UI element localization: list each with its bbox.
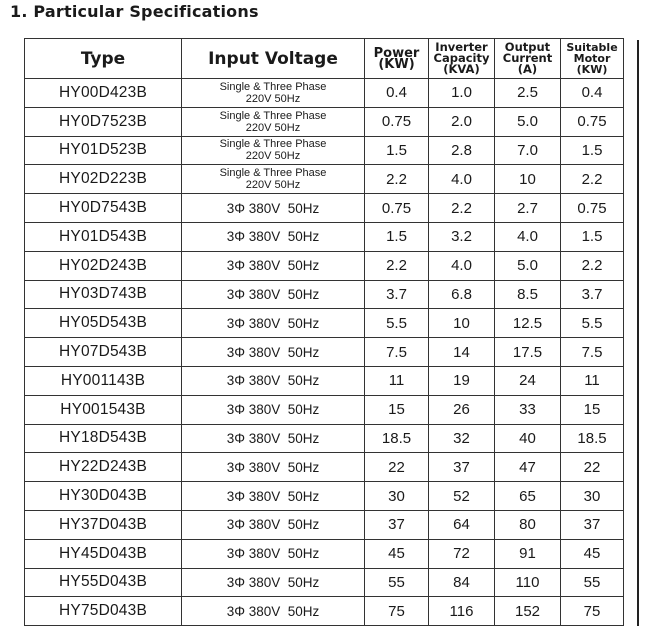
cell-power: 0.75 [365,194,429,223]
voltage-line: 3Φ 380V 50Hz [226,488,320,504]
voltage-line: 3Φ 380V 50Hz [226,315,320,331]
voltage-line: 3Φ 380V 50Hz [226,459,320,475]
cell-power: 18.5 [365,424,429,453]
cell-suitable-motor: 2.2 [561,165,624,194]
cell-type: HY30D043B [25,482,182,511]
voltage-line: 220V 50Hz [245,150,301,163]
page-edge-line [637,40,639,626]
cell-power: 2.2 [365,165,429,194]
voltage-line: 3Φ 380V 50Hz [226,200,320,216]
cell-output-current: 17.5 [495,338,561,367]
cell-output-current: 4.0 [495,222,561,251]
cell-output-current: 12.5 [495,309,561,338]
table-row [25,366,624,395]
cell-power: 1.5 [365,222,429,251]
cell-inverter-capacity: 52 [429,482,495,511]
header-type: Type [25,39,182,79]
header-current-line: (A) [517,62,538,76]
voltage-line: 3Φ 380V 50Hz [226,402,320,418]
cell-inverter-capacity: 19 [429,366,495,395]
voltage-line: 3Φ 380V 50Hz [226,286,320,302]
header-current-line: Current [502,51,553,65]
cell-input-voltage [182,107,365,136]
cell-output-current: 65 [495,482,561,511]
header-input-voltage: Input Voltage [182,39,365,79]
cell-type: HY00D423B [25,79,182,108]
cell-suitable-motor: 22 [561,453,624,482]
cell-type: HY55D043B [25,568,182,597]
header-row [25,39,624,79]
table-row [25,136,624,165]
cell-suitable-motor: 3.7 [561,280,624,309]
cell-output-current: 152 [495,597,561,626]
cell-inverter-capacity: 1.0 [429,79,495,108]
cell-suitable-motor: 0.75 [561,194,624,223]
voltage-line: 3Φ 380V 50Hz [226,258,320,274]
cell-type: HY22D243B [25,453,182,482]
voltage-line: 3Φ 380V 50Hz [226,430,320,446]
cell-input-voltage [182,539,365,568]
cell-type: HY18D543B [25,424,182,453]
cell-suitable-motor: 0.4 [561,79,624,108]
cell-type: HY01D523B [25,136,182,165]
cell-output-current: 10 [495,165,561,194]
header-power-line: Power [373,45,420,61]
specifications-table [24,38,624,626]
table-row [25,251,624,280]
cell-suitable-motor: 37 [561,510,624,539]
table-row [25,597,624,626]
table-row [25,309,624,338]
cell-power: 0.75 [365,107,429,136]
table-row [25,280,624,309]
cell-power: 7.5 [365,338,429,367]
cell-type: HY03D743B [25,280,182,309]
cell-input-voltage [182,482,365,511]
cell-type: HY01D543B [25,222,182,251]
cell-type: HY07D543B [25,338,182,367]
table-row [25,79,624,108]
cell-inverter-capacity: 10 [429,309,495,338]
cell-power: 15 [365,395,429,424]
cell-inverter-capacity: 64 [429,510,495,539]
cell-inverter-capacity: 14 [429,338,495,367]
cell-input-voltage [182,366,365,395]
header-capacity-line: Capacity [433,51,490,65]
cell-output-current: 2.5 [495,79,561,108]
table-row [25,165,624,194]
cell-input-voltage [182,453,365,482]
voltage-line: 220V 50Hz [245,92,301,105]
cell-input-voltage [182,136,365,165]
cell-input-voltage [182,568,365,597]
cell-inverter-capacity: 4.0 [429,251,495,280]
cell-power: 1.5 [365,136,429,165]
cell-type: HY02D243B [25,251,182,280]
cell-inverter-capacity: 26 [429,395,495,424]
header-power [365,39,429,79]
cell-power: 75 [365,597,429,626]
cell-power: 22 [365,453,429,482]
cell-output-current: 7.0 [495,136,561,165]
cell-inverter-capacity: 6.8 [429,280,495,309]
cell-input-voltage [182,222,365,251]
cell-inverter-capacity: 2.0 [429,107,495,136]
cell-output-current: 5.0 [495,107,561,136]
cell-input-voltage [182,338,365,367]
header-motor-line: Motor [573,52,611,65]
cell-type: HY001143B [25,366,182,395]
table-row [25,482,624,511]
cell-output-current: 2.7 [495,194,561,223]
table-body [25,79,624,626]
cell-power: 37 [365,510,429,539]
table-row [25,338,624,367]
cell-type: HY0D7543B [25,194,182,223]
voltage-line: Single & Three Phase [219,109,327,122]
table-row [25,568,624,597]
cell-type: HY02D223B [25,165,182,194]
table-row [25,194,624,223]
cell-suitable-motor: 7.5 [561,338,624,367]
cell-output-current: 24 [495,366,561,395]
cell-input-voltage [182,194,365,223]
cell-input-voltage [182,251,365,280]
voltage-line: Single & Three Phase [219,80,327,93]
cell-inverter-capacity: 2.2 [429,194,495,223]
cell-suitable-motor: 1.5 [561,136,624,165]
cell-output-current: 40 [495,424,561,453]
cell-inverter-capacity: 116 [429,597,495,626]
cell-input-voltage [182,597,365,626]
cell-suitable-motor: 1.5 [561,222,624,251]
cell-suitable-motor: 45 [561,539,624,568]
voltage-line: 3Φ 380V 50Hz [226,603,320,619]
cell-inverter-capacity: 3.2 [429,222,495,251]
cell-output-current: 80 [495,510,561,539]
cell-type: HY001543B [25,395,182,424]
cell-input-voltage [182,510,365,539]
cell-input-voltage [182,79,365,108]
cell-input-voltage [182,280,365,309]
cell-power: 5.5 [365,309,429,338]
cell-inverter-capacity: 4.0 [429,165,495,194]
cell-type: HY45D043B [25,539,182,568]
cell-suitable-motor: 18.5 [561,424,624,453]
cell-output-current: 5.0 [495,251,561,280]
cell-power: 3.7 [365,280,429,309]
cell-output-current: 91 [495,539,561,568]
cell-inverter-capacity: 32 [429,424,495,453]
cell-input-voltage [182,165,365,194]
cell-input-voltage [182,424,365,453]
voltage-line: 3Φ 380V 50Hz [226,373,320,389]
cell-suitable-motor: 55 [561,568,624,597]
cell-suitable-motor: 5.5 [561,309,624,338]
voltage-line: 3Φ 380V 50Hz [226,344,320,360]
header-output-current [495,39,561,79]
table-row [25,510,624,539]
cell-output-current: 33 [495,395,561,424]
cell-power: 0.4 [365,79,429,108]
voltage-line: 3Φ 380V 50Hz [226,546,320,562]
voltage-line: 220V 50Hz [245,179,301,192]
cell-power: 45 [365,539,429,568]
cell-power: 55 [365,568,429,597]
table-row [25,107,624,136]
header-inverter-capacity [429,39,495,79]
cell-type: HY0D7523B [25,107,182,136]
table-row [25,222,624,251]
page-title: 1. Particular Specifications [10,2,259,21]
cell-input-voltage [182,395,365,424]
cell-type: HY75D043B [25,597,182,626]
cell-suitable-motor: 2.2 [561,251,624,280]
cell-inverter-capacity: 72 [429,539,495,568]
header-capacity-line: Inverter [435,40,488,54]
header-power-line: (KW) [378,56,415,72]
header-suitable-motor [561,39,624,79]
table-row [25,539,624,568]
cell-output-current: 8.5 [495,280,561,309]
table-row [25,453,624,482]
cell-suitable-motor: 30 [561,482,624,511]
cell-power: 11 [365,366,429,395]
cell-inverter-capacity: 84 [429,568,495,597]
cell-inverter-capacity: 2.8 [429,136,495,165]
voltage-line: 220V 50Hz [245,121,301,134]
voltage-line: 3Φ 380V 50Hz [226,574,320,590]
cell-suitable-motor: 0.75 [561,107,624,136]
header-motor-line: (KW) [576,63,608,76]
cell-suitable-motor: 11 [561,366,624,395]
cell-suitable-motor: 75 [561,597,624,626]
header-motor-line: Suitable [566,41,618,54]
table-row [25,424,624,453]
voltage-line: Single & Three Phase [219,167,327,180]
cell-type: HY05D543B [25,309,182,338]
table-row [25,395,624,424]
voltage-line: 3Φ 380V 50Hz [226,517,320,533]
cell-type: HY37D043B [25,510,182,539]
cell-output-current: 47 [495,453,561,482]
cell-power: 2.2 [365,251,429,280]
cell-inverter-capacity: 37 [429,453,495,482]
header-current-line: Output [504,40,551,54]
cell-suitable-motor: 15 [561,395,624,424]
header-capacity-line: (KVA) [443,62,480,76]
cell-output-current: 110 [495,568,561,597]
voltage-line: 3Φ 380V 50Hz [226,229,320,245]
cell-power: 30 [365,482,429,511]
cell-input-voltage [182,309,365,338]
voltage-line: Single & Three Phase [219,138,327,151]
